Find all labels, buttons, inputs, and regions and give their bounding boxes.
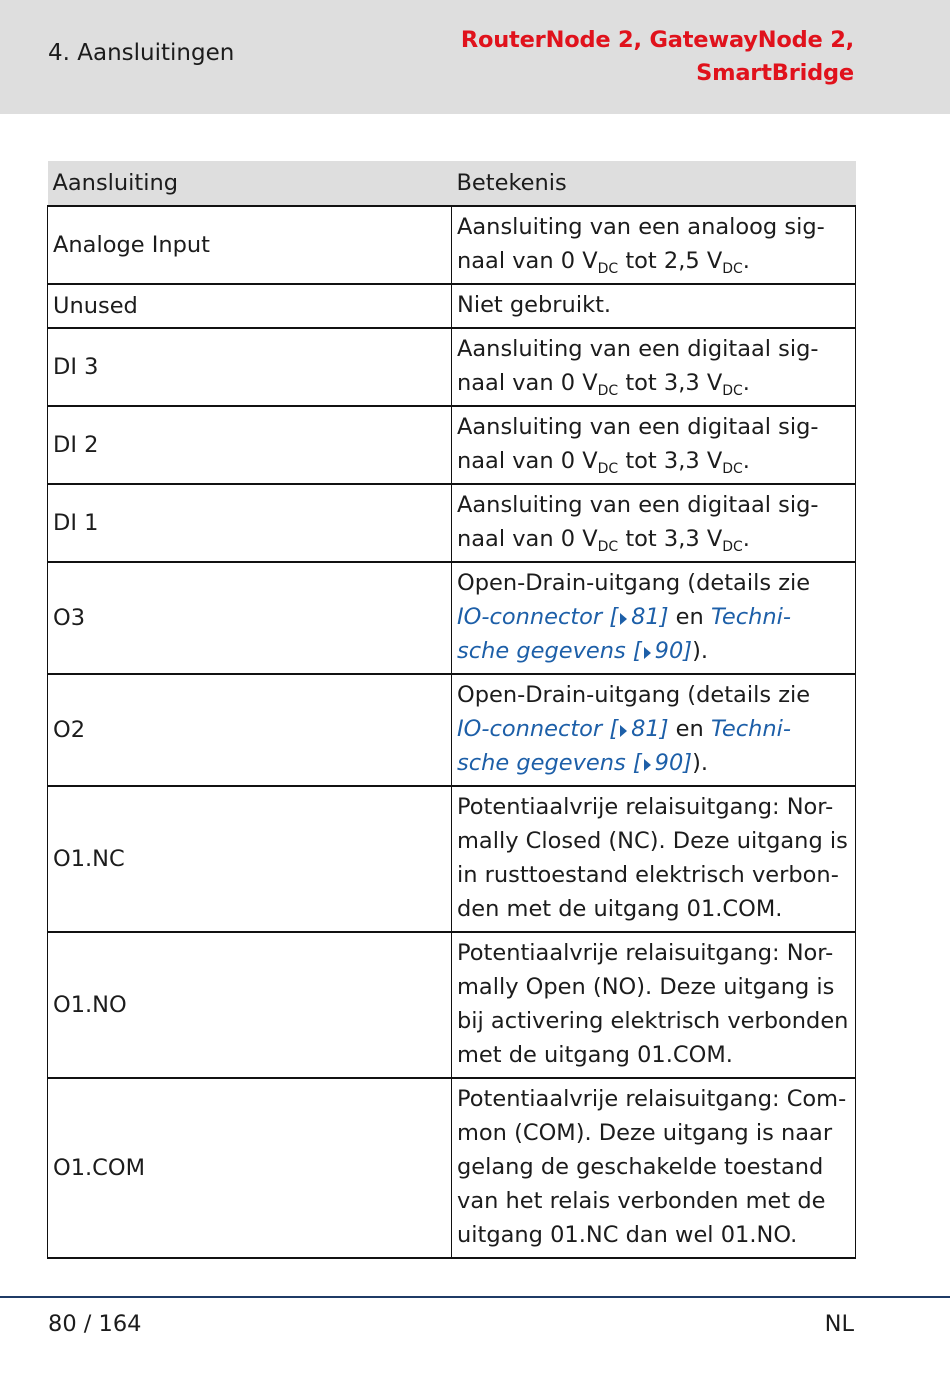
table-row [48, 786, 856, 932]
section-title: 4. Aansluitingen [48, 40, 235, 66]
connection-meaning: Open-Drain-uitgang (details zie IO-connector [ 81] en Techni- sche gegevens [ 90]). [452, 562, 856, 674]
connection-meaning: Potentiaalvrije relaisuitgang: Nor- mally Closed (NC). Deze uitgang is in rusttoestand elektrisch verbon- den met de uitgang 01.COM. [452, 786, 856, 932]
connection-meaning: Potentiaalvrije relaisuitgang: Com- mon (COM). Deze uitgang is naar gelang de geschakelde toestand van het relais verbonden met de uitgang 01.NC dan wel 01.NO. [452, 1078, 856, 1258]
connection-name: DI 2 [48, 406, 452, 484]
table-row [48, 284, 856, 328]
connection-meaning: Aansluiting van een digitaal sig- naal van 0 $V_{DC}$ tot 3,3 $V_{DC}$. [452, 328, 856, 406]
column-header-meaning: Betekenis [452, 161, 856, 206]
technical-data-link[interactable]: Techni- sche gegevens [ 90] [457, 716, 792, 776]
connection-name: Unused [48, 284, 452, 328]
page-header [0, 0, 950, 114]
connection-meaning: Aansluiting van een analoog sig- naal van 0 $V_{DC}$ tot 2,5 $V_{DC}$. [452, 206, 856, 284]
io-connector-link[interactable]: IO-connector [ 81] [457, 604, 669, 630]
io-connector-link[interactable]: IO-connector [ 81] [457, 716, 669, 742]
table-row [48, 328, 856, 406]
table-row [48, 484, 856, 562]
connection-name: DI 3 [48, 328, 452, 406]
table-row [48, 1078, 856, 1258]
language-code: NL [824, 1311, 854, 1337]
connection-meaning: Aansluiting van een digitaal sig- naal van 0 $V_{DC}$ tot 3,3 $V_{DC}$. [452, 484, 856, 562]
arrow-right-icon [620, 613, 627, 625]
page-number: 80 / 164 [48, 1311, 142, 1337]
product-title [461, 24, 854, 90]
connection-meaning: Niet gebruikt. [452, 284, 856, 328]
arrow-right-icon [620, 725, 627, 737]
connection-name: DI 1 [48, 484, 452, 562]
connections-table [47, 161, 856, 1259]
table-row [48, 562, 856, 674]
product-line-2: SmartBridge [696, 60, 854, 86]
column-header-connection: Aansluiting [48, 161, 452, 206]
table-row [48, 932, 856, 1078]
footer-divider [0, 1296, 950, 1298]
connection-name: O1.COM [48, 1078, 452, 1258]
connection-name: O1.NO [48, 932, 452, 1078]
connection-name: Analoge Input [48, 206, 452, 284]
product-line-1: RouterNode 2, GatewayNode 2, [460, 27, 854, 53]
connection-meaning: Aansluiting van een digitaal sig- naal van 0 $V_{DC}$ tot 3,3 $V_{DC}$. [452, 406, 856, 484]
arrow-right-icon [644, 759, 651, 771]
arrow-right-icon [644, 647, 651, 659]
table-row [48, 206, 856, 284]
technical-data-link[interactable]: Techni- sche gegevens [ 90] [457, 604, 792, 664]
connection-name: O3 [48, 562, 452, 674]
connection-meaning: Open-Drain-uitgang (details zie IO-connector [ 81] en Techni- sche gegevens [ 90]). [452, 674, 856, 786]
table-row [48, 674, 856, 786]
connection-meaning: Potentiaalvrije relaisuitgang: Nor- mally Open (NO). Deze uitgang is bij activering elektrisch verbonden met de uitgang 01.COM. [452, 932, 856, 1078]
table-header-row [48, 161, 856, 206]
table-row [48, 406, 856, 484]
connection-name: O2 [48, 674, 452, 786]
connection-name: O1.NC [48, 786, 452, 932]
